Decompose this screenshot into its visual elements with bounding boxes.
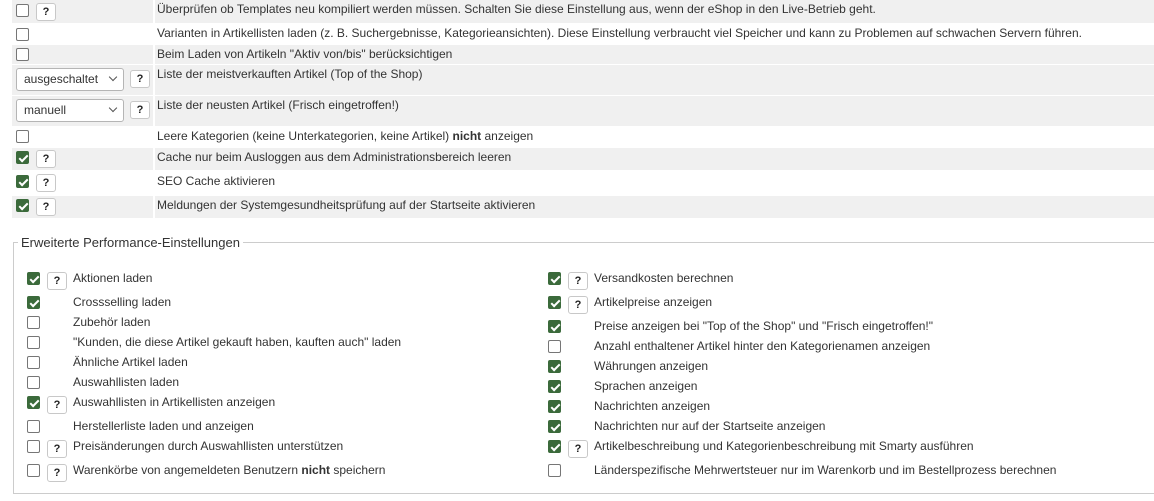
perf-item-label: Zubehör laden xyxy=(73,315,151,329)
select-value: ausgeschaltet xyxy=(24,72,99,86)
setting-row-seo-cache xyxy=(12,172,1154,194)
perf-item-label: Artikelpreise anzeigen xyxy=(594,295,713,309)
setting-row-top-of-shop xyxy=(12,65,1154,95)
baskets-checkbox[interactable] xyxy=(27,464,40,477)
setting-label: Beim Laden von Artikeln "Aktiv von/bis" berücksichtigen xyxy=(155,45,1154,64)
perf-item-label: Länderspezifische Mehrwertsteuer nur im Warenkorb und im Bestellprozess berechnen xyxy=(594,463,1057,477)
perf-item-label: Versandkosten berechnen xyxy=(594,271,734,285)
setting-label: Meldungen der Systemgesundheitsprüfung auf der Startseite aktivieren xyxy=(155,196,1154,218)
setting-label: Leere Kategorien (keine Unterkategorien, keine Artikel) nicht anzeigen xyxy=(157,129,534,143)
selection-lists-checkbox[interactable] xyxy=(27,376,40,389)
country-vat-checkbox[interactable] xyxy=(548,464,561,477)
manufacturers-checkbox[interactable] xyxy=(27,420,40,433)
health-check-checkbox[interactable] xyxy=(16,199,29,212)
section-title: Erweiterte Performance-Einstellungen xyxy=(18,235,243,250)
news-startpage-checkbox[interactable] xyxy=(548,420,561,433)
perf-item-label: Auswahllisten in Artikellisten anzeigen xyxy=(73,395,276,409)
perf-item-label: Anzahl enthaltener Artikel hinter den Kategorienamen anzeigen xyxy=(594,339,931,353)
perf-item-label: Preise anzeigen bei "Top of the Shop" und "Frisch eingetroffen!" xyxy=(594,319,934,333)
perf-item-label: Sprachen anzeigen xyxy=(594,379,698,393)
perf-item-label: Warenkörbe von angemeldeten Benutzern nicht speichern xyxy=(73,463,386,477)
article-prices-checkbox[interactable] xyxy=(548,296,561,309)
setting-row-cache-logout xyxy=(12,148,1154,170)
news-checkbox[interactable] xyxy=(548,400,561,413)
setting-row-empty-categories xyxy=(12,127,1154,147)
top-of-shop-select[interactable] xyxy=(16,68,124,91)
setting-label: SEO Cache aktivieren xyxy=(157,174,276,188)
load-variants-checkbox[interactable] xyxy=(16,28,29,41)
setting-label: Cache nur beim Ausloggen aus dem Administrationsbereich leeren xyxy=(155,148,1154,170)
shipping-costs-checkbox[interactable] xyxy=(548,272,561,285)
seo-cache-checkbox[interactable] xyxy=(16,175,29,188)
perf-item-label: Herstellerliste laden und anzeigen xyxy=(73,419,254,433)
perf-item-label: Nachrichten anzeigen xyxy=(594,399,711,413)
similar-articles-checkbox[interactable] xyxy=(27,356,40,369)
perf-item-label: Nachrichten nur auf der Startseite anzeigen xyxy=(594,419,826,433)
setting-row-active-from-to xyxy=(12,45,1154,64)
setting-row-template-compile xyxy=(12,0,1154,23)
price-changes-checkbox[interactable] xyxy=(27,440,40,453)
help-icon[interactable]: ? xyxy=(47,396,67,414)
help-icon[interactable]: ? xyxy=(130,70,150,88)
prices-top-new-checkbox[interactable] xyxy=(548,320,561,333)
setting-row-health-check xyxy=(12,196,1154,218)
actions-checkbox[interactable] xyxy=(27,272,40,285)
active-from-to-checkbox[interactable] xyxy=(16,48,29,61)
help-icon[interactable]: ? xyxy=(36,174,56,192)
languages-checkbox[interactable] xyxy=(548,380,561,393)
help-icon[interactable]: ? xyxy=(36,150,56,168)
setting-label: Varianten in Artikellisten laden (z. B. Suchergebnisse, Kategorieansichten). Diese Einstellung verbraucht viel Speicher und kann zu Problemen auf schwachen Servern führen. xyxy=(157,26,1082,40)
perf-item-label: Auswahllisten laden xyxy=(73,375,180,389)
help-icon[interactable]: ? xyxy=(568,296,588,314)
help-icon[interactable]: ? xyxy=(47,464,67,482)
category-count-checkbox[interactable] xyxy=(548,340,561,353)
perf-item-label: Preisänderungen durch Auswahllisten unterstützen xyxy=(73,439,344,453)
chevron-down-icon xyxy=(109,73,117,81)
cache-logout-checkbox[interactable] xyxy=(16,151,29,164)
perf-item-label: Aktionen laden xyxy=(73,271,153,285)
perf-item-label: Ähnliche Artikel laden xyxy=(73,355,188,369)
setting-label: Liste der neusten Artikel (Frisch eingetroffen!) xyxy=(155,96,1154,126)
setting-row-newest-articles xyxy=(12,96,1154,126)
help-icon[interactable]: ? xyxy=(130,101,150,119)
perf-item-label: Artikelbeschreibung und Kategorienbeschreibung mit Smarty ausführen xyxy=(594,439,974,453)
currencies-checkbox[interactable] xyxy=(548,360,561,373)
help-icon[interactable]: ? xyxy=(47,272,67,290)
smarty-checkbox[interactable] xyxy=(548,440,561,453)
select-value: manuell xyxy=(24,103,67,117)
selection-lists-in-lists-checkbox[interactable] xyxy=(27,396,40,409)
help-icon[interactable]: ? xyxy=(36,198,56,216)
template-compile-checkbox[interactable] xyxy=(16,4,29,17)
perf-item-label: Währungen anzeigen xyxy=(594,359,709,373)
also-bought-checkbox[interactable] xyxy=(27,336,40,349)
perf-item-label: "Kunden, die diese Artikel gekauft haben, kauften auch" laden xyxy=(73,335,402,349)
empty-categories-checkbox[interactable] xyxy=(16,130,29,143)
help-icon[interactable]: ? xyxy=(47,440,67,458)
crossselling-checkbox[interactable] xyxy=(27,296,40,309)
setting-label: Überprüfen ob Templates neu kompiliert werden müssen. Schalten Sie diese Einstellung aus, wenn der eShop in den Live-Betrieb geht. xyxy=(155,0,1154,23)
setting-row-load-variants xyxy=(12,24,1154,44)
newest-articles-select[interactable] xyxy=(16,99,124,122)
help-icon[interactable]: ? xyxy=(568,440,588,458)
perf-item-label: Crossselling laden xyxy=(73,295,172,309)
accessories-checkbox[interactable] xyxy=(27,316,40,329)
help-icon[interactable]: ? xyxy=(36,3,56,21)
setting-label: Liste der meistverkauften Artikel (Top of the Shop) xyxy=(155,65,1154,95)
help-icon[interactable]: ? xyxy=(568,272,588,290)
chevron-down-icon xyxy=(109,104,117,112)
